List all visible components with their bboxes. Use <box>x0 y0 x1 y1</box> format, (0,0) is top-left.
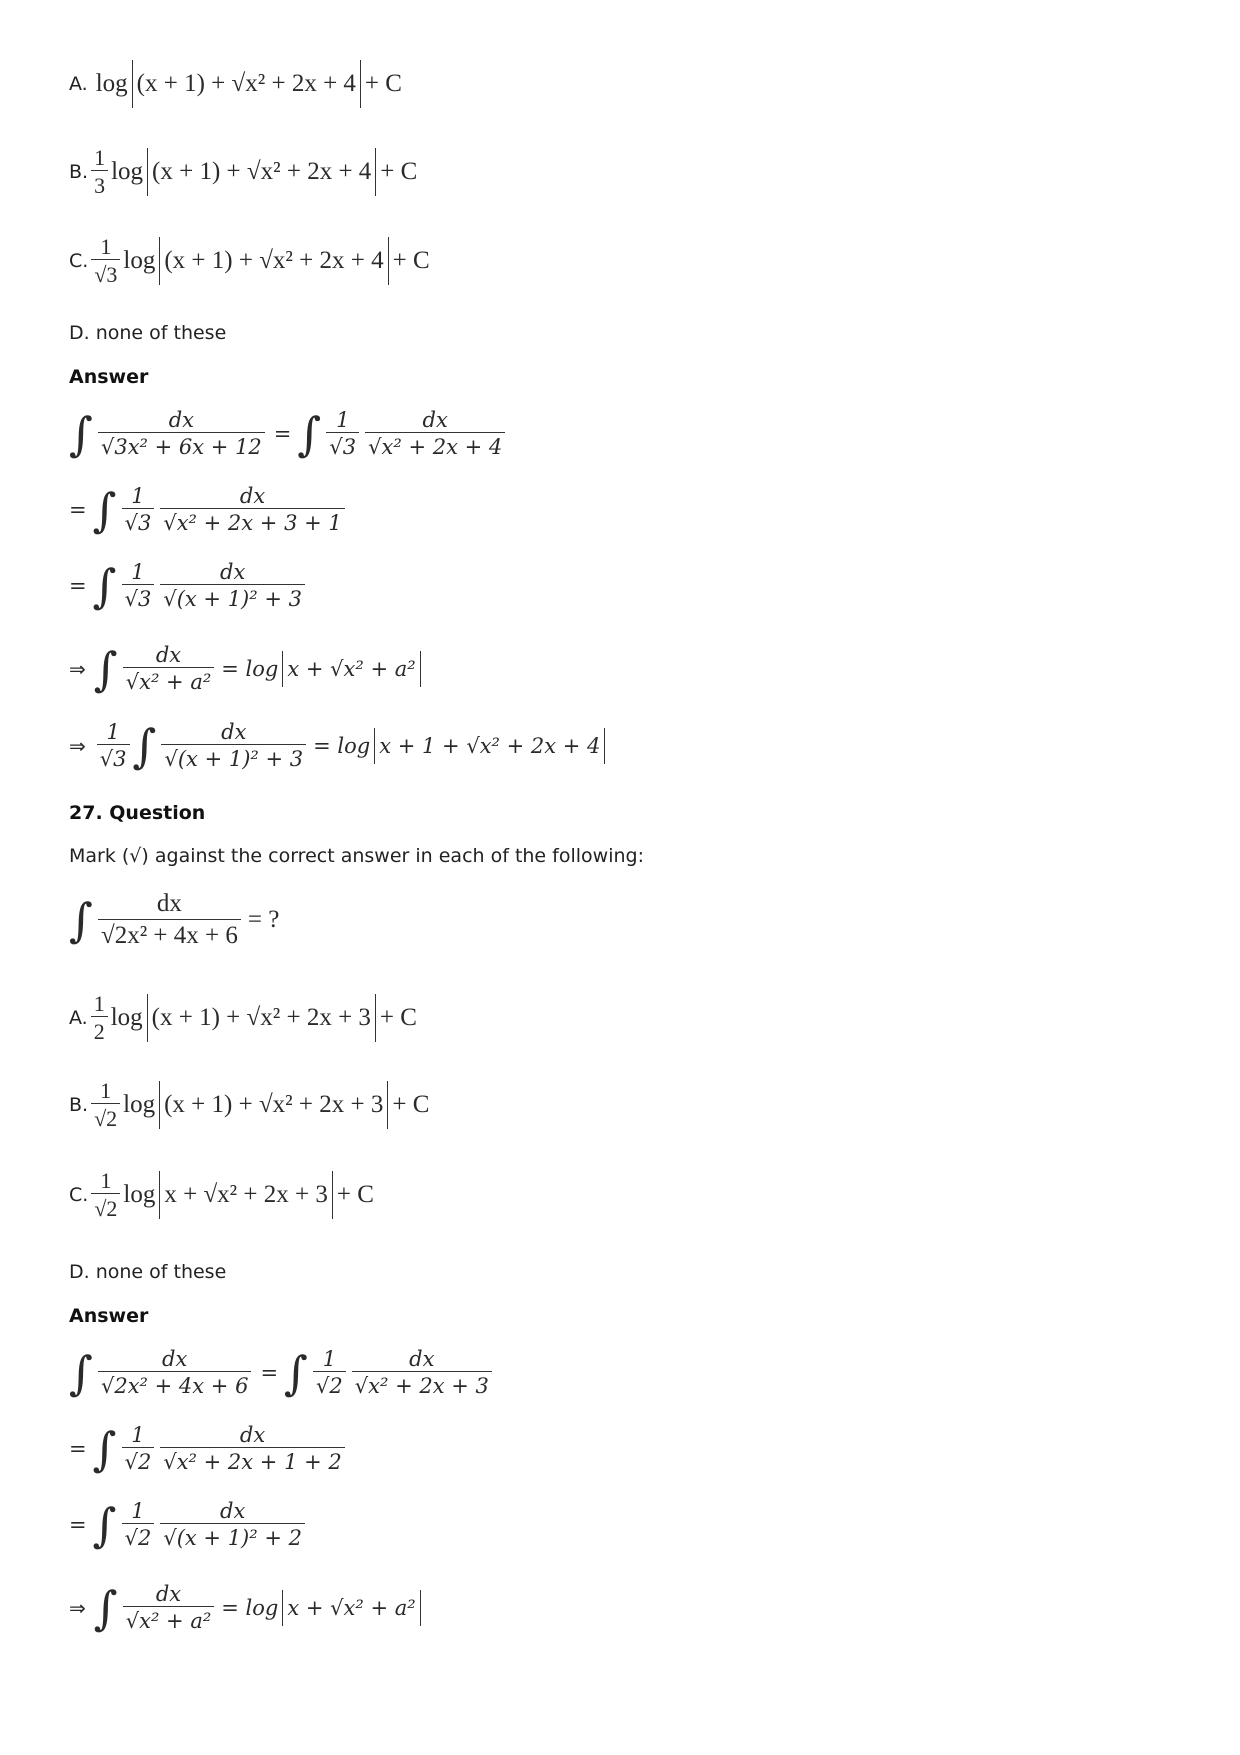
integrand-fraction <box>161 720 306 771</box>
abs-bar-right <box>387 1081 388 1129</box>
integrand-fraction <box>98 408 265 459</box>
abs-expression: x + √x² + a² <box>287 656 416 681</box>
numerator: dx <box>239 484 266 508</box>
coefficient-fraction <box>91 234 120 288</box>
option-expression: x + √x² + 2x + 3 <box>164 1180 328 1208</box>
numerator: dx <box>168 408 195 432</box>
abs-bar-right <box>604 728 605 764</box>
integral-sign: ∫ <box>92 1421 117 1476</box>
denominator: √(x + 1)² + 3 <box>160 584 305 611</box>
integrand-fraction <box>352 1347 492 1398</box>
option-expression: (x + 1) + √x² + 2x + 4 <box>136 70 356 97</box>
numerator: 1 <box>336 408 350 432</box>
numerator: 1 <box>100 1168 112 1193</box>
option-d-text: D. none of these <box>69 322 227 344</box>
numerator: dx <box>422 408 448 432</box>
integral-sign: ∫ <box>297 406 322 461</box>
denominator: √2x² + 4x + 6 <box>98 1371 251 1398</box>
q27-option-c <box>69 1168 374 1222</box>
q27-option-a <box>69 991 417 1045</box>
integrand-fraction <box>160 1423 344 1474</box>
integrand-fraction <box>123 1582 215 1633</box>
equals-question: = ? <box>247 906 280 934</box>
denominator: √x² + a² <box>123 667 215 694</box>
coefficient-fraction <box>91 1078 120 1132</box>
integrand-fraction <box>160 1499 305 1550</box>
constant: + C <box>379 1003 417 1031</box>
log-text: = log <box>221 1595 279 1620</box>
q26-option-d <box>69 322 226 344</box>
integrand-fraction <box>160 484 344 535</box>
abs-bar-right <box>332 1171 333 1219</box>
abs-expression: x + √x² + a² <box>287 1595 416 1620</box>
q27-option-d <box>69 1261 226 1283</box>
numerator: dx <box>409 1347 435 1371</box>
numerator: 1 <box>94 145 106 170</box>
q26-option-b <box>69 145 417 199</box>
integral-sign: ∫ <box>92 1497 117 1552</box>
log-text: log <box>95 70 128 97</box>
question-heading: 27. Question <box>69 802 206 824</box>
option-label: B. <box>69 160 89 183</box>
option-expression: (x + 1) + √x² + 2x + 4 <box>164 246 384 274</box>
q27-answer-heading <box>69 1305 148 1327</box>
abs-bar-left <box>159 237 160 285</box>
q26-answer-heading <box>69 366 148 388</box>
numerator: dx <box>221 720 247 744</box>
numerator: 1 <box>100 234 112 259</box>
option-expression: (x + 1) + √x² + 2x + 4 <box>152 157 372 185</box>
integral-sign: ∫ <box>92 558 117 613</box>
q26-answer-line-2 <box>69 484 348 535</box>
numerator: dx <box>220 1499 246 1523</box>
integral-sign: ∫ <box>284 1345 309 1400</box>
q27-stem <box>69 890 279 951</box>
integral-sign: ∫ <box>69 1345 93 1400</box>
equals-sign: = <box>69 573 87 598</box>
q26-answer-line-5 <box>69 720 609 771</box>
abs-bar-left <box>132 60 133 108</box>
numerator: dx <box>155 643 182 667</box>
denominator: √x² + 2x + 3 <box>352 1371 492 1398</box>
implies-arrow: ⇒ <box>69 733 86 758</box>
log-text: log <box>123 1180 156 1208</box>
abs-bar-right <box>388 237 389 285</box>
numerator: dx <box>156 890 182 917</box>
log-text: = log <box>221 656 279 681</box>
option-expression: (x + 1) + √x² + 2x + 3 <box>164 1090 384 1118</box>
abs-bar-left <box>147 148 148 196</box>
numerator: 1 <box>100 1078 112 1103</box>
integrand-fraction <box>160 560 305 611</box>
denominator: √3 <box>122 584 155 611</box>
constant: + C <box>392 1090 430 1118</box>
abs-bar-right <box>375 994 376 1042</box>
denominator: √3 <box>122 508 155 535</box>
equals-sign: = <box>69 1512 87 1537</box>
denominator: √3 <box>97 744 130 771</box>
abs-bar-right <box>420 651 421 687</box>
option-label: C. <box>69 1183 89 1206</box>
denominator: 2 <box>91 1016 108 1044</box>
numerator: 1 <box>106 720 120 744</box>
denominator: √x² + 2x + 3 + 1 <box>160 508 344 535</box>
denominator: √2 <box>122 1523 155 1550</box>
coefficient-fraction <box>122 484 155 535</box>
denominator: √2 <box>91 1103 120 1131</box>
integrand-fraction <box>365 408 505 459</box>
question-instruction: Mark (√) against the correct answer in each of the following: <box>69 845 644 867</box>
abs-bar-left <box>147 994 148 1042</box>
log-text: log <box>123 246 156 274</box>
coefficient-fraction <box>122 560 155 611</box>
constant: + C <box>336 1180 374 1208</box>
integrand-fraction <box>98 1347 251 1398</box>
denominator: √2 <box>122 1447 155 1474</box>
abs-expression: x + 1 + √x² + 2x + 4 <box>379 733 601 758</box>
option-label: B. <box>69 1093 89 1116</box>
numerator: 1 <box>131 560 145 584</box>
denominator: √3x² + 6x + 12 <box>98 432 265 459</box>
abs-bar-right <box>420 1590 421 1626</box>
q26-answer-line-1 <box>69 408 508 459</box>
integral-sign: ∫ <box>92 482 117 537</box>
equals-sign: = <box>273 421 292 446</box>
q27-answer-line-4 <box>69 1582 425 1633</box>
integrand-fraction <box>123 643 215 694</box>
coefficient-fraction <box>313 1347 346 1398</box>
equals-sign: = <box>69 1436 87 1461</box>
q26-option-c <box>69 234 430 288</box>
log-text: log <box>123 1090 156 1118</box>
q27-answer-line-3 <box>69 1499 308 1550</box>
abs-bar-left <box>374 728 375 764</box>
integral-sign: ∫ <box>69 406 93 461</box>
log-text: log <box>111 157 144 185</box>
denominator: √2 <box>91 1193 120 1221</box>
q27-answer-line-2 <box>69 1423 348 1474</box>
option-d-text: D. none of these <box>69 1261 227 1283</box>
equals-sign: = <box>69 497 87 522</box>
abs-bar-right <box>375 148 376 196</box>
denominator: √x² + a² <box>123 1606 215 1633</box>
q27-option-b <box>69 1078 429 1132</box>
coefficient-fraction <box>91 145 108 199</box>
option-label: C. <box>69 249 89 272</box>
denominator: √2 <box>313 1371 346 1398</box>
numerator: 1 <box>131 1423 145 1447</box>
integral-sign: ∫ <box>132 718 157 773</box>
denominator: √x² + 2x + 1 + 2 <box>160 1447 344 1474</box>
integral-sign: ∫ <box>69 893 93 948</box>
coefficient-fraction <box>91 991 108 1045</box>
equals-sign: = <box>260 1360 279 1385</box>
q27-heading-row <box>69 802 205 824</box>
denominator: √2x² + 4x + 6 <box>98 919 241 951</box>
option-label: A. <box>69 1006 88 1029</box>
implies-arrow: ⇒ <box>69 656 86 681</box>
answer-heading: Answer <box>69 1305 149 1327</box>
integral-sign: ∫ <box>93 1580 118 1635</box>
denominator: √(x + 1)² + 3 <box>161 744 306 771</box>
q26-option-a <box>69 60 402 108</box>
denominator: √3 <box>326 432 359 459</box>
q27-instruction-row <box>69 845 644 867</box>
abs-bar-left <box>282 651 283 687</box>
constant: + C <box>392 246 430 274</box>
numerator: dx <box>155 1582 182 1606</box>
numerator: dx <box>239 1423 266 1447</box>
constant: + C <box>380 157 418 185</box>
option-expression: (x + 1) + √x² + 2x + 3 <box>151 1003 371 1031</box>
numerator: dx <box>220 560 246 584</box>
coefficient-fraction <box>122 1499 155 1550</box>
answer-heading: Answer <box>69 366 149 388</box>
numerator: 1 <box>131 484 145 508</box>
abs-bar-left <box>159 1171 160 1219</box>
abs-bar-left <box>282 1590 283 1626</box>
log-text: log <box>110 1003 143 1031</box>
coefficient-fraction <box>97 720 130 771</box>
coefficient-fraction <box>122 1423 155 1474</box>
numerator: dx <box>162 1347 188 1371</box>
abs-bar-right <box>360 60 361 108</box>
log-text: = log <box>313 733 371 758</box>
coefficient-fraction <box>91 1168 120 1222</box>
coefficient-fraction <box>326 408 359 459</box>
q26-answer-line-4 <box>69 643 425 694</box>
integrand-fraction <box>98 890 241 951</box>
numerator: 1 <box>131 1499 145 1523</box>
denominator: √3 <box>91 259 120 287</box>
implies-arrow: ⇒ <box>69 1595 86 1620</box>
denominator: 3 <box>91 170 108 198</box>
integral-sign: ∫ <box>93 641 118 696</box>
denominator: √(x + 1)² + 2 <box>160 1523 305 1550</box>
constant: + C <box>364 70 402 97</box>
numerator: 1 <box>322 1347 337 1371</box>
q26-answer-line-3 <box>69 560 308 611</box>
q27-answer-line-1 <box>69 1347 495 1398</box>
option-label: A. <box>69 73 88 95</box>
denominator: √x² + 2x + 4 <box>365 432 505 459</box>
numerator: 1 <box>93 991 105 1016</box>
abs-bar-left <box>159 1081 160 1129</box>
